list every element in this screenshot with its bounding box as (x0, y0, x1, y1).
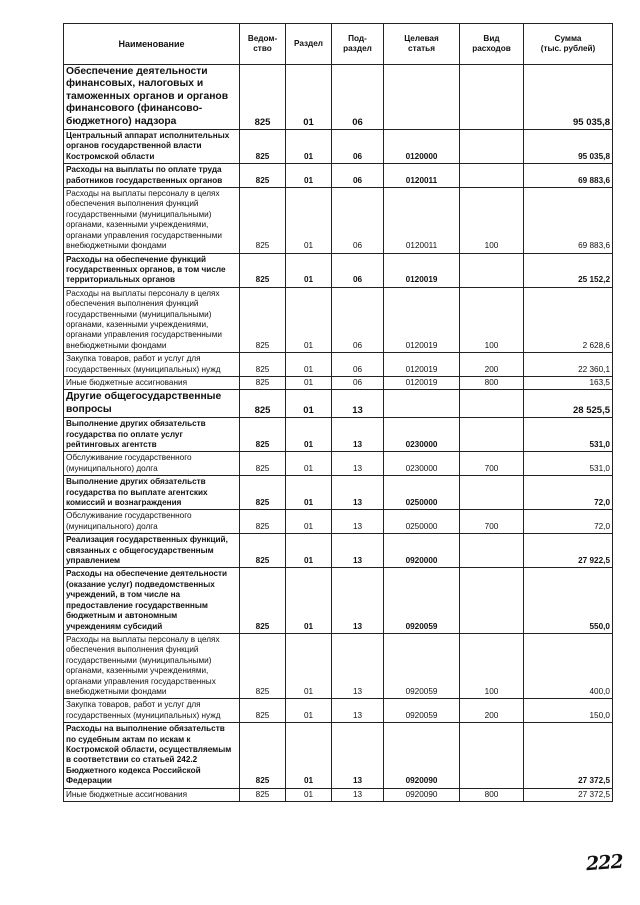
cell-sum: 27 372,5 (524, 788, 613, 801)
cell-sum: 28 525,5 (524, 390, 613, 418)
cell-razdel: 01 (286, 390, 332, 418)
cell-vid (460, 164, 524, 188)
header-sum: Сумма (тыс. рублей) (524, 24, 613, 65)
cell-sum: 95 035,8 (524, 130, 613, 164)
cell-podrazdel: 06 (332, 130, 384, 164)
cell-cel: 0920090 (384, 788, 460, 801)
header-ved: Ведом- ство (240, 24, 286, 65)
cell-sum: 95 035,8 (524, 65, 613, 130)
cell-razdel: 01 (286, 353, 332, 377)
cell-vid: 100 (460, 188, 524, 253)
cell-podrazdel: 06 (332, 287, 384, 352)
cell-sum: 400,0 (524, 633, 613, 698)
cell-ved: 825 (240, 188, 286, 253)
cell-cel: 0120011 (384, 188, 460, 253)
cell-sum: 69 883,6 (524, 188, 613, 253)
cell-name: Иные бюджетные ассигнования (64, 376, 240, 389)
cell-ved: 825 (240, 376, 286, 389)
cell-ved: 825 (240, 568, 286, 633)
cell-ved: 825 (240, 476, 286, 510)
cell-ved: 825 (240, 633, 286, 698)
cell-name: Закупка товаров, работ и услуг для государственных (муниципальных) нужд (64, 353, 240, 377)
cell-sum: 550,0 (524, 568, 613, 633)
page-number: 222 (585, 850, 624, 876)
cell-cel: 0120000 (384, 130, 460, 164)
header-razdel: Раздел (286, 24, 332, 65)
cell-cel: 0120019 (384, 253, 460, 287)
header-podrazdel: Под- раздел (332, 24, 384, 65)
cell-ved: 825 (240, 65, 286, 130)
cell-ved: 825 (240, 699, 286, 723)
cell-sum: 69 883,6 (524, 164, 613, 188)
cell-vid (460, 390, 524, 418)
cell-cel: 0250000 (384, 476, 460, 510)
cell-cel: 0230000 (384, 418, 460, 452)
table-row (64, 699, 613, 723)
cell-vid: 100 (460, 633, 524, 698)
cell-vid: 800 (460, 788, 524, 801)
cell-vid: 200 (460, 353, 524, 377)
header-row (64, 24, 613, 65)
cell-cel: 0120019 (384, 353, 460, 377)
cell-name: Расходы на обеспечение функций государственных органов, в том числе территориальных органов (64, 253, 240, 287)
cell-cel: 0920059 (384, 633, 460, 698)
table-row (64, 390, 613, 418)
cell-sum: 531,0 (524, 452, 613, 476)
cell-sum: 72,0 (524, 476, 613, 510)
cell-razdel: 01 (286, 376, 332, 389)
cell-name: Выполнение других обязательств государства по оплате услуг рейтинговых агентств (64, 418, 240, 452)
cell-ved: 825 (240, 452, 286, 476)
cell-vid (460, 723, 524, 788)
cell-podrazdel: 13 (332, 699, 384, 723)
cell-name: Расходы на выполнение обязательств по судебным актам по искам к Костромской области, осуществляемым в соответствии со статьей 242.2 Бюджетного кодекса Российской Федерации (64, 723, 240, 788)
cell-name: Другие общегосударственные вопросы (64, 390, 240, 418)
cell-vid (460, 418, 524, 452)
table-row (64, 476, 613, 510)
cell-sum: 531,0 (524, 418, 613, 452)
cell-razdel: 01 (286, 534, 332, 568)
cell-vid: 700 (460, 510, 524, 534)
cell-cel: 0120019 (384, 287, 460, 352)
budget-table (63, 23, 613, 802)
cell-cel: 0920059 (384, 568, 460, 633)
cell-vid (460, 476, 524, 510)
cell-vid: 100 (460, 287, 524, 352)
cell-podrazdel: 13 (332, 534, 384, 568)
table-row (64, 418, 613, 452)
cell-sum: 27 922,5 (524, 534, 613, 568)
cell-vid (460, 568, 524, 633)
cell-razdel: 01 (286, 788, 332, 801)
cell-podrazdel: 13 (332, 390, 384, 418)
table-row (64, 253, 613, 287)
cell-ved: 825 (240, 164, 286, 188)
cell-sum: 2 628,6 (524, 287, 613, 352)
cell-ved: 825 (240, 130, 286, 164)
cell-name: Расходы на выплаты персоналу в целях обеспечения выполнения функций государственными (муниципальными) органами, казенными учреждениями, органами управления государственных внебюджетными фондами (64, 633, 240, 698)
cell-name: Закупка товаров, работ и услуг для государственных (муниципальных) нужд (64, 699, 240, 723)
header-cel: Целевая статья (384, 24, 460, 65)
cell-ved: 825 (240, 253, 286, 287)
table-row (64, 188, 613, 253)
cell-cel: 0230000 (384, 452, 460, 476)
cell-cel: 0920059 (384, 699, 460, 723)
cell-podrazdel: 06 (332, 188, 384, 253)
cell-cel: 0120019 (384, 376, 460, 389)
cell-razdel: 01 (286, 699, 332, 723)
cell-razdel: 01 (286, 188, 332, 253)
cell-name: Расходы на выплаты персоналу в целях обеспечения выполнения функций государственными (муниципальными) органами, казенными учреждениями, органами управления государственными внебюджетными фондами (64, 188, 240, 253)
cell-podrazdel: 13 (332, 452, 384, 476)
table-row (64, 534, 613, 568)
table-row (64, 510, 613, 534)
header-vid: Вид расходов (460, 24, 524, 65)
cell-cel (384, 390, 460, 418)
cell-podrazdel: 13 (332, 418, 384, 452)
cell-cel: 0120011 (384, 164, 460, 188)
cell-razdel: 01 (286, 418, 332, 452)
table-row (64, 452, 613, 476)
cell-razdel: 01 (286, 452, 332, 476)
cell-vid: 800 (460, 376, 524, 389)
table-row (64, 287, 613, 352)
cell-razdel: 01 (286, 510, 332, 534)
cell-sum: 27 372,5 (524, 723, 613, 788)
cell-name: Иные бюджетные ассигнования (64, 788, 240, 801)
table-row (64, 164, 613, 188)
cell-vid (460, 534, 524, 568)
table-row (64, 568, 613, 633)
cell-razdel: 01 (286, 633, 332, 698)
cell-sum: 163,5 (524, 376, 613, 389)
cell-razdel: 01 (286, 287, 332, 352)
cell-cel (384, 65, 460, 130)
cell-sum: 72,0 (524, 510, 613, 534)
cell-vid: 700 (460, 452, 524, 476)
cell-ved: 825 (240, 287, 286, 352)
cell-podrazdel: 06 (332, 65, 384, 130)
cell-podrazdel: 13 (332, 633, 384, 698)
cell-sum: 25 152,2 (524, 253, 613, 287)
cell-name: Расходы на выплаты персоналу в целях обеспечения выполнения функций государственными (муниципальными) органами, казенными учреждениями, органами управления государственными внебюджетными фондами (64, 287, 240, 352)
cell-name: Выполнение других обязательств государства по выплате агентских комиссий и вознаграждения (64, 476, 240, 510)
cell-razdel: 01 (286, 130, 332, 164)
cell-name: Расходы на выплаты по оплате труда работников государственных органов (64, 164, 240, 188)
cell-podrazdel: 06 (332, 353, 384, 377)
cell-podrazdel: 06 (332, 376, 384, 389)
cell-vid: 200 (460, 699, 524, 723)
cell-name: Центральный аппарат исполнительных органов государственной власти Костромской области (64, 130, 240, 164)
cell-name: Обеспечение деятельности финансовых, налоговых и таможенных органов и органов финансового (финансово- бюджетного) надзора (64, 65, 240, 130)
cell-podrazdel: 13 (332, 788, 384, 801)
cell-sum: 150,0 (524, 699, 613, 723)
table-row (64, 65, 613, 130)
table-row (64, 633, 613, 698)
cell-vid (460, 253, 524, 287)
cell-razdel: 01 (286, 723, 332, 788)
cell-name: Реализация государственных функций, связанных с общегосударственным управлением (64, 534, 240, 568)
cell-name: Расходы на обеспечение деятельности (оказание услуг) подведомственных учреждений, в том числе на предоставление государственным бюджетным и автономным учреждениям субсидий (64, 568, 240, 633)
cell-podrazdel: 13 (332, 723, 384, 788)
cell-cel: 0920090 (384, 723, 460, 788)
cell-ved: 825 (240, 723, 286, 788)
table-row (64, 723, 613, 788)
cell-sum: 22 360,1 (524, 353, 613, 377)
cell-podrazdel: 13 (332, 476, 384, 510)
cell-razdel: 01 (286, 65, 332, 130)
cell-cel: 0250000 (384, 510, 460, 534)
cell-ved: 825 (240, 353, 286, 377)
table-row (64, 788, 613, 801)
cell-ved: 825 (240, 390, 286, 418)
header-name: Наименование (64, 24, 240, 65)
table-row (64, 130, 613, 164)
cell-razdel: 01 (286, 253, 332, 287)
cell-podrazdel: 13 (332, 568, 384, 633)
cell-podrazdel: 06 (332, 164, 384, 188)
table-row (64, 353, 613, 377)
cell-razdel: 01 (286, 476, 332, 510)
cell-podrazdel: 13 (332, 510, 384, 534)
cell-ved: 825 (240, 788, 286, 801)
cell-razdel: 01 (286, 568, 332, 633)
cell-vid (460, 65, 524, 130)
cell-name: Обслуживание государственного (муниципального) долга (64, 452, 240, 476)
cell-podrazdel: 06 (332, 253, 384, 287)
cell-vid (460, 130, 524, 164)
cell-cel: 0920000 (384, 534, 460, 568)
cell-ved: 825 (240, 418, 286, 452)
cell-name: Обслуживание государственного (муниципального) долга (64, 510, 240, 534)
cell-razdel: 01 (286, 164, 332, 188)
table-row (64, 376, 613, 389)
cell-ved: 825 (240, 534, 286, 568)
cell-ved: 825 (240, 510, 286, 534)
